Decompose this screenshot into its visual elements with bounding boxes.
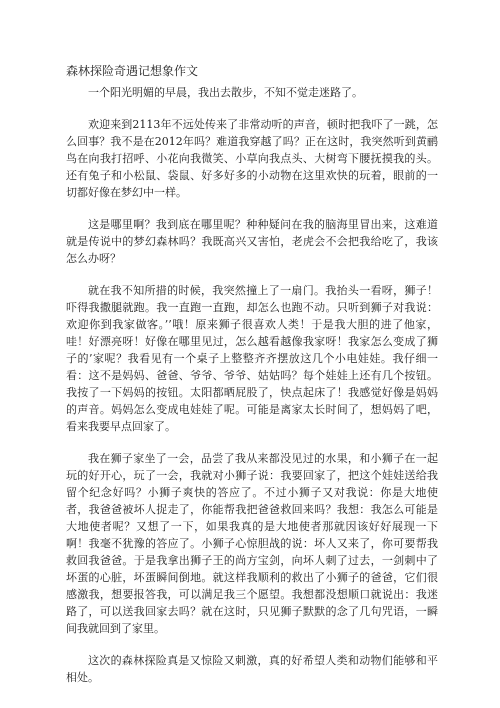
paragraph-6: 这次的森林探险真是又惊险又刺激，真的好希望人类和动物们能够和平相处。 (66, 654, 438, 684)
paragraph-1: 一个阳光明媚的早晨，我出去散步，不知不觉走迷路了。 (88, 86, 363, 99)
paragraph-3: 这是哪里啊？我到底在哪里呢？种种疑问在我的脑海里冒出来，这难道就是传说中的梦幻森林吗？我既高兴又害怕，老虎会不会把我给吃了，我该怎么办呀？ (66, 218, 438, 265)
paragraph-4: 就在我不知所措的时候，我突然撞上了一扇门。我抬头一看呀，狮子！吓得我撒腿就跑。我一直跑一直跑，却怎么也跑不动。只听到狮子对我说：欢迎你到我家做客。’’哦！原来狮子很喜欢人类！于是我大胆的进了他家，哇！好漂亮呀！好像在哪里见过，怎么越看越像我家呀！我家怎么变成了狮子的’家呢？我看见有一个桌子上整整齐齐摆放这几个小电娃娃。我仔细一看：这不是妈妈、爸爸、爷爷、爷爷、姑姑吗？每个娃娃上还有几个按钮。我按了一下妈妈的按钮。太阳都晒屁股了，快点起床了！我感觉好像是妈妈的声音。妈妈怎么变成电娃娃了呢。可能是离家太长时间了，想妈妈了吧，看来我要早点回家了。 (66, 284, 438, 433)
document-title: 森林探险奇遇记想象作文 (66, 64, 199, 78)
paragraph-5: 我在狮子家坐了一会，品尝了我从来都没见过的水果，和小狮子在一起玩的好开心，玩了一会，我就对小狮子说：我要回家了，把这个娃娃送给我留个纪念好吗？小狮子爽快的答应了。不过小狮子又对我说：你是大地使者，我爸爸被坏人捉走了，你能帮我把爸爸救回来吗？我想：我怎么可能是大地使者呢？又想了一下，如果我真的是大地使者那就因该好好展现一下啊！我毫不犹豫的答应了。小狮子心惊胆战的说：坏人又来了，你可要帮我救回我爸爸。于是我拿出狮子王的尚方宝剑，向坏人刺了过去，一剑刺中了坏蛋的心脏，坏蛋瞬间倒地。就这样我顺利的救出了小狮子的爸爸，它们很感激我，想要报答我，可以满足我三个愿望。我想都没想顺口就说出：我迷路了，可以送我回家去吗？就在这时，只见狮子默默的念了几句咒语，一瞬间我就回到了家里。 (66, 452, 438, 635)
paragraph-2: 欢迎来到2113年不远处传来了非常动听的声音，顿时把我吓了一跳，怎么回事？我不是在2012年吗？难道我穿越了吗？正在这时，我突然听到黄鹂鸟在向我打招呼、小花向我微笑、小草向我点头、大树弯下腰抚摸我的头。还有兔子和小松鼠、袋鼠、好多好多的小动物在这里欢快的玩着，眼前的一切都好像在梦幻中一样。 (66, 118, 438, 199)
document-body (66, 84, 438, 701)
